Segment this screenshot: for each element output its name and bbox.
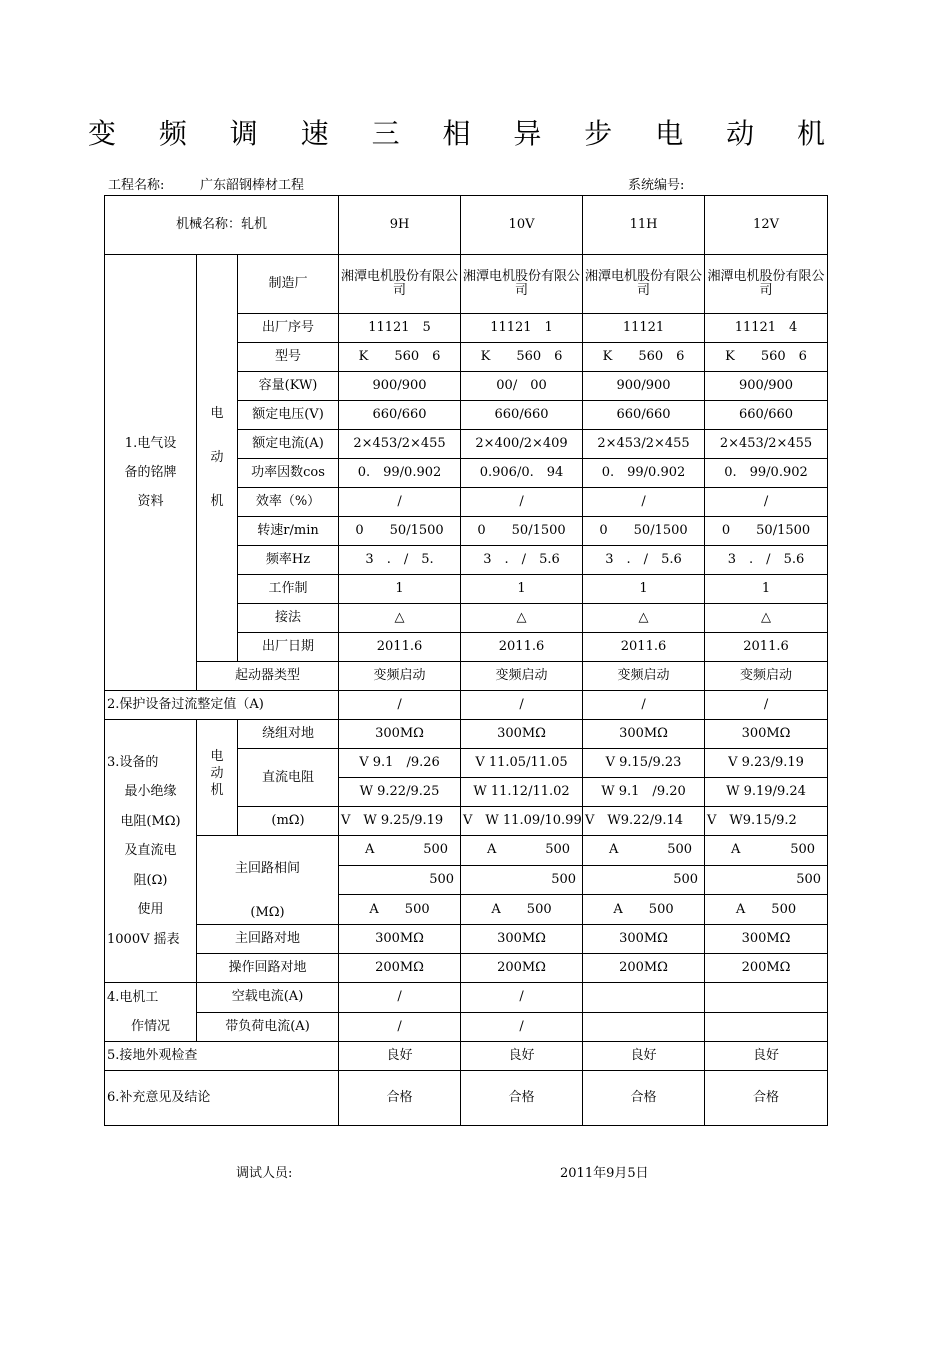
table-cell: 良好 [583, 1042, 705, 1071]
table-cell: 0.906/0. 94 [461, 459, 583, 488]
table-cell: 0. 99/0.902 [339, 459, 461, 488]
table-cell: 500 [339, 865, 461, 895]
table-cell: 300MΩ [583, 925, 705, 954]
table-cell [705, 1012, 828, 1042]
table-cell: 200MΩ [583, 954, 705, 983]
table-cell: 1 [583, 575, 705, 604]
row-label: 5.接地外观检查 [105, 1042, 339, 1071]
section3-motor-label: 电动机 [197, 720, 238, 836]
table-row [105, 1012, 828, 1042]
table-cell: △ [461, 604, 583, 633]
table-cell: 300MΩ [461, 925, 583, 954]
column-10v: 10V [461, 196, 583, 255]
table-cell: 300MΩ [705, 720, 828, 749]
table-cell: 2011.6 [339, 633, 461, 662]
row-label: 2.保护设备过流整定值（A) [105, 691, 339, 720]
table-cell: A 500 [705, 836, 828, 866]
row-label: 型号 [238, 343, 339, 372]
test-record-table [104, 195, 828, 1126]
dc-resistance-unit: (mΩ) [238, 807, 339, 836]
table-row [105, 983, 828, 1013]
table-cell: △ [583, 604, 705, 633]
table-cell: 900/900 [583, 372, 705, 401]
table-cell: 2011.6 [583, 633, 705, 662]
table-cell: 300MΩ [461, 720, 583, 749]
table-row [105, 720, 828, 749]
section4-label: 4.电机工 作情况 [105, 983, 197, 1042]
table-cell: 2×453/2×455 [583, 430, 705, 459]
column-11h: 11H [583, 196, 705, 255]
table-cell: V 9.23/9.19 [705, 749, 828, 778]
table-cell: / [339, 691, 461, 720]
table-cell: W 9.22/9.25 [339, 778, 461, 807]
row-label: 绕组对地 [238, 720, 339, 749]
table-cell: K 560 6 [705, 343, 828, 372]
table-cell: 3 . / 5. [339, 546, 461, 575]
table-cell [705, 983, 828, 1013]
table-cell: 500 [705, 865, 828, 895]
table-cell: 变频启动 [583, 662, 705, 691]
row-label: 空载电流(A) [197, 983, 339, 1013]
table-cell: A 500 [339, 836, 461, 866]
table-cell: 3 . / 5.6 [705, 546, 828, 575]
table-cell: / [461, 1012, 583, 1042]
row-label: 容量(KW) [238, 372, 339, 401]
table-cell: 00/ 00 [461, 372, 583, 401]
table-cell: V W 11.09/10.99 [461, 807, 583, 836]
table-cell: 300MΩ [583, 720, 705, 749]
table-cell: 11121 4 [705, 314, 828, 343]
table-cell: 良好 [339, 1042, 461, 1071]
table-cell: △ [339, 604, 461, 633]
table-cell: 500 [461, 865, 583, 895]
table-cell: K 560 6 [583, 343, 705, 372]
table-cell: 变频启动 [461, 662, 583, 691]
table-cell: V W9.22/9.14 [583, 807, 705, 836]
table-cell [583, 1012, 705, 1042]
table-cell: 变频启动 [705, 662, 828, 691]
table-cell: 湘潭电机股份有限公司 [583, 255, 705, 314]
table-cell: W 11.12/11.02 [461, 778, 583, 807]
row-label: 出厂序号 [238, 314, 339, 343]
table-cell: 合格 [583, 1071, 705, 1126]
page-title: 变 频 调 速 三 相 异 步 电 动 机 [87, 117, 842, 150]
table-cell: V 9.1 /9.26 [339, 749, 461, 778]
row-label: 转速r/min [238, 517, 339, 546]
table-cell: 湘潭电机股份有限公司 [705, 255, 828, 314]
table-cell: 2011.6 [461, 633, 583, 662]
table-cell: V 11.05/11.05 [461, 749, 583, 778]
dc-resistance-label: 直流电阻 [238, 749, 339, 807]
table-cell: K 560 6 [339, 343, 461, 372]
table-cell: / [461, 983, 583, 1013]
table-cell: 660/660 [461, 401, 583, 430]
table-cell: 200MΩ [461, 954, 583, 983]
table-cell: 合格 [705, 1071, 828, 1126]
table-cell: A 500 [583, 895, 705, 925]
machine-name: 机械名称：轧机 [105, 196, 339, 255]
table-row [105, 954, 828, 983]
project-name: 广东韶钢棒材工程 [200, 178, 305, 193]
table-cell: / [583, 488, 705, 517]
table-cell: 900/900 [339, 372, 461, 401]
table-cell: 2×453/2×455 [705, 430, 828, 459]
table-cell: / [583, 691, 705, 720]
column-9h: 9H [339, 196, 461, 255]
table-row [105, 1042, 828, 1071]
row-label: 额定电流(A) [238, 430, 339, 459]
table-cell: V 9.15/9.23 [583, 749, 705, 778]
table-row [105, 925, 828, 954]
row-label: 工作制 [238, 575, 339, 604]
table-cell: / [339, 488, 461, 517]
table-cell: 1 [461, 575, 583, 604]
table-cell: / [461, 488, 583, 517]
column-12v: 12V [705, 196, 828, 255]
table-cell: 2×400/2×409 [461, 430, 583, 459]
row-label: 频率Hz [238, 546, 339, 575]
row-label: 起动器类型 [197, 662, 339, 691]
table-cell: 0 50/1500 [461, 517, 583, 546]
table-cell: A 500 [461, 836, 583, 866]
table-cell: 660/660 [705, 401, 828, 430]
row-label: 效率（%） [238, 488, 339, 517]
table-cell: △ [705, 604, 828, 633]
table-cell: 湘潭电机股份有限公司 [461, 255, 583, 314]
table-cell: 11121 [583, 314, 705, 343]
table-cell: 0 50/1500 [583, 517, 705, 546]
test-date: 2011年9月5日 [560, 1166, 649, 1181]
table-cell: 0 50/1500 [705, 517, 828, 546]
table-cell: V W 9.25/9.19 [339, 807, 461, 836]
motor-label: 电 动 机 [197, 255, 238, 662]
table-cell: 900/900 [705, 372, 828, 401]
row-label: 出厂日期 [238, 633, 339, 662]
table-cell: 2011.6 [705, 633, 828, 662]
row-label: 制造厂 [238, 255, 339, 314]
table-cell: / [705, 691, 828, 720]
table-cell: A 500 [461, 895, 583, 925]
table-cell: 660/660 [583, 401, 705, 430]
project-label: 工程名称: [108, 178, 165, 193]
table-cell: / [339, 983, 461, 1013]
table-cell: W 9.1 /9.20 [583, 778, 705, 807]
row-label: 操作回路对地 [197, 954, 339, 983]
row-label: 额定电压(V) [238, 401, 339, 430]
table-cell: 1 [339, 575, 461, 604]
table-cell: / [339, 1012, 461, 1042]
table-cell: K 560 6 [461, 343, 583, 372]
table-cell: 2×453/2×455 [339, 430, 461, 459]
table-cell: 200MΩ [339, 954, 461, 983]
table-cell: 1 [705, 575, 828, 604]
table-cell: A 500 [705, 895, 828, 925]
table-cell: A 500 [583, 836, 705, 866]
table-cell: 变频启动 [339, 662, 461, 691]
row-label: 6.补充意见及结论 [105, 1071, 339, 1126]
row-label: 带负荷电流(A) [197, 1012, 339, 1042]
table-cell: / [461, 691, 583, 720]
table-cell: W 9.19/9.24 [705, 778, 828, 807]
table-row [105, 836, 828, 866]
table-cell: 合格 [461, 1071, 583, 1126]
table-row [105, 691, 828, 720]
header-row [105, 196, 828, 255]
table-cell: 660/660 [339, 401, 461, 430]
table-cell: A 500 [339, 895, 461, 925]
table-row [105, 255, 828, 314]
row-label: 接法 [238, 604, 339, 633]
table-row [105, 662, 828, 691]
table-cell: 良好 [705, 1042, 828, 1071]
table-cell: 0. 99/0.902 [583, 459, 705, 488]
section3-label: 3.设备的 最小绝缘 电阻(MΩ) 及直流电 阻(Ω) 使用 1000V 摇表 [105, 720, 197, 983]
main-phase-label: 主回路相间 (MΩ) [197, 836, 339, 925]
table-cell: 11121 5 [339, 314, 461, 343]
table-cell: 0 50/1500 [339, 517, 461, 546]
table-cell: 11121 1 [461, 314, 583, 343]
row-label: 主回路对地 [197, 925, 339, 954]
table-cell: 300MΩ [339, 925, 461, 954]
table-cell: 3 . / 5.6 [461, 546, 583, 575]
table-cell: 300MΩ [705, 925, 828, 954]
table-cell: 0. 99/0.902 [705, 459, 828, 488]
table-cell: V W9.15/9.2 [705, 807, 828, 836]
system-number-label: 系统编号: [628, 178, 685, 193]
table-cell: 良好 [461, 1042, 583, 1071]
table-cell: 300MΩ [339, 720, 461, 749]
table-cell: 湘潭电机股份有限公司 [339, 255, 461, 314]
section1-label: 1.电气设备的铭牌资料 [105, 255, 197, 691]
table-cell: 200MΩ [705, 954, 828, 983]
table-cell: / [705, 488, 828, 517]
table-cell: 合格 [339, 1071, 461, 1126]
table-cell [583, 983, 705, 1013]
row-label: 功率因数cos [238, 459, 339, 488]
tester-label: 调试人员: [236, 1166, 293, 1181]
table-cell: 500 [583, 865, 705, 895]
table-row [105, 1071, 828, 1126]
table-cell: 3 . / 5.6 [583, 546, 705, 575]
